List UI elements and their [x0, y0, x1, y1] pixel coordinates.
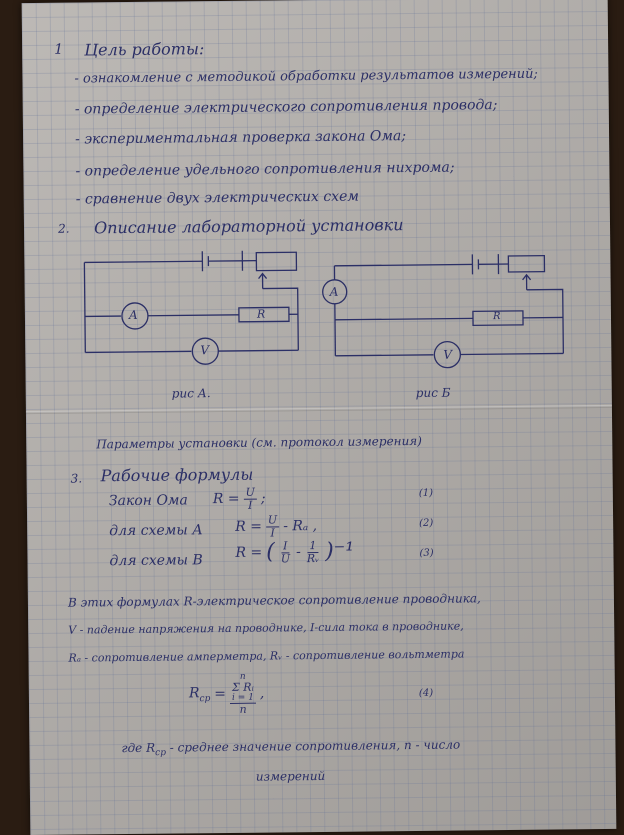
formula-4-lhs-subscript: ср	[199, 694, 210, 704]
goal-item-1: - ознакомление с методикой обработки результатов измерений;	[74, 68, 537, 86]
formula-3-number: (3)	[419, 549, 433, 559]
formula-1-tail: ;	[261, 492, 266, 506]
formula-2-denominator: I	[268, 527, 276, 539]
figure-a-caption: рис А.	[172, 387, 211, 399]
formula-2-number: (2)	[419, 519, 433, 529]
formula-3-close-paren: )⁻¹	[325, 541, 354, 563]
where-subscript: ср	[155, 748, 166, 758]
goal-item-4: - определение удельного сопротивления нихрома;	[75, 161, 454, 179]
goal-item-2: - определение электрического сопротивления провода;	[75, 98, 498, 116]
formula-1-label: Закон Ома	[109, 493, 188, 508]
formula-3-minus: -	[296, 545, 301, 559]
formula-2-tail: - Rₐ ,	[283, 519, 317, 533]
formula-4-denominator: n	[237, 704, 248, 716]
formula-2-label: для схемы А	[109, 523, 203, 538]
formula-4-equals: =	[214, 687, 226, 701]
explanation-line-1: В этих формулах R-электрическое сопротивление проводника,	[68, 592, 481, 608]
circuit-diagram-a	[72, 246, 314, 399]
section-2-title: Описание лабораторной установки	[94, 217, 404, 236]
where-prefix: где R	[121, 741, 155, 755]
formula-4	[189, 673, 265, 717]
voltmeter-a-label: V	[200, 344, 209, 356]
formula-4-lhs	[189, 686, 211, 704]
resistor-b-label: R	[493, 312, 501, 322]
figure-b-caption: рис Б	[416, 387, 451, 399]
where-last-line: измерений	[256, 770, 326, 783]
where-rest: - среднее значение сопротивления, n - число	[170, 738, 461, 755]
section-2-number: 2.	[58, 223, 70, 235]
formula-2-numerator: U	[266, 514, 279, 527]
ammeter-b-label: A	[330, 286, 339, 298]
formula-4-tail: ,	[260, 687, 265, 701]
formula-3-fraction-2	[305, 540, 322, 564]
formula-4-sum-upper: n	[240, 673, 246, 682]
where-line	[121, 739, 460, 759]
formula-2	[235, 514, 317, 539]
rheostat-a	[256, 252, 296, 270]
formula-3-denominator-1: U	[279, 553, 292, 565]
formula-4-number: (4)	[419, 689, 433, 699]
formula-4-sum-lower: i = 1	[232, 694, 254, 704]
formula-4-sum: Σ Rᵢ	[232, 682, 254, 694]
circuit-a-top-wire	[84, 262, 85, 352]
goal-item-3: - экспериментальная проверка закона Ома;	[75, 129, 406, 146]
resistor-a-label: R	[257, 309, 265, 320]
rheostat-b	[508, 256, 544, 272]
formula-1-fraction	[243, 487, 257, 511]
formula-1-number: (1)	[419, 489, 433, 499]
explanation-line-2: V - падение напряжения на проводнике, I-сила тока в проводнике,	[68, 620, 464, 635]
formula-1-lhs: R =	[213, 492, 240, 506]
section-1-title: Цель работы:	[84, 41, 204, 58]
voltmeter-b-label: V	[443, 349, 452, 361]
section-1-number: 1	[54, 43, 63, 57]
ammeter-a-label: A	[129, 309, 138, 321]
formula-1	[213, 487, 266, 512]
explanation-line-3: Rₐ - сопротивление амперметра, Rᵥ - сопротивление вольтметра	[68, 648, 464, 663]
setup-parameters-note: Параметры установки (см. протокол измерения)	[96, 435, 422, 450]
formula-3-fraction-1	[279, 540, 293, 564]
circuit-diagram-b	[322, 247, 564, 400]
formula-3-denominator-2: Rᵥ	[305, 553, 322, 565]
notebook-page	[22, 0, 617, 835]
formula-1-numerator: U	[243, 487, 256, 500]
formula-4-numerator	[230, 673, 256, 705]
section-3-number: 3.	[71, 472, 83, 484]
formula-3-open-paren: (	[266, 542, 275, 564]
formula-3-numerator-1: I	[281, 540, 289, 553]
formula-3-label: для схемы В	[109, 553, 202, 568]
section-3-title: Рабочие формулы	[101, 467, 254, 485]
formula-2-lhs: R =	[235, 520, 262, 534]
formula-3-lhs: R =	[235, 546, 262, 560]
formula-3	[235, 540, 354, 565]
page-fold	[26, 405, 612, 414]
goal-item-5: - сравнение двух электрических схем	[76, 190, 359, 207]
formula-2-fraction	[266, 514, 280, 538]
formula-1-denominator: I	[246, 499, 254, 511]
formula-3-numerator-2: 1	[307, 540, 318, 553]
formula-4-fraction	[230, 673, 256, 716]
formula-4-lhs-symbol: R	[189, 685, 200, 701]
